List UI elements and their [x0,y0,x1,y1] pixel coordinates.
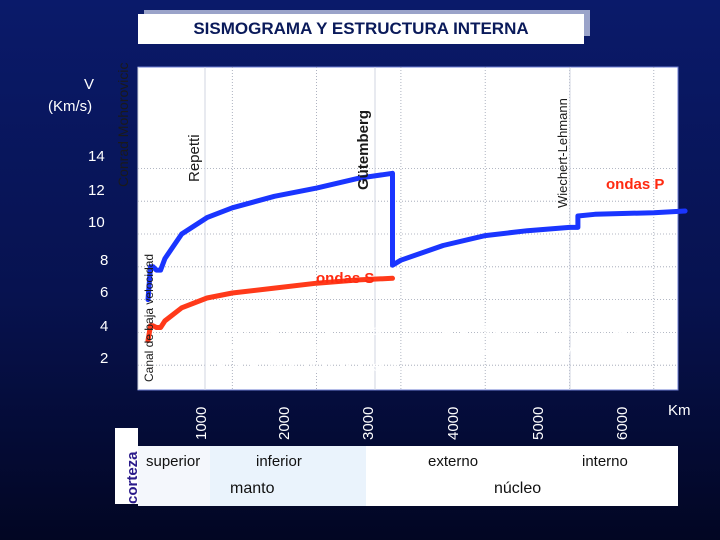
x-tick: 1000 [193,406,210,440]
mohorovicic-text: Conrad Mohorovicic [115,62,131,187]
nucleo-label: núcleo [494,480,542,497]
canal-label: Canal de baja velocidad [142,253,156,382]
note-part2: , que determinan la corteza, el manto y el núcleo, y 3 secundarias, que subdividen a su vez a éstas. [206,341,664,374]
x-axis-unit: Km [668,402,691,419]
page-title: SISMOGRAMA Y ESTRUCTURA INTERNA [193,19,529,38]
x-tick: 2000 [276,406,293,440]
mohorovicic-label [116,61,131,187]
title-box [138,14,584,44]
manto-label: manto [230,480,275,497]
note-bold: primarias [206,341,267,356]
discontinuities-note [206,322,674,376]
x-tick: 6000 [614,406,631,440]
y-axis-label-line2: (Km/s) [48,98,93,115]
note-part1: A los cambios de velocidad se le denominan “discontinuidades”, existiendo 2 [206,323,665,338]
y-tick: 8 [100,252,109,269]
gutemberg-label: Gütemberg [355,109,372,190]
x-tick: 3000 [360,406,377,440]
corteza-label: corteza [124,451,141,504]
y-tick: 12 [88,182,105,199]
y-tick: 14 [88,148,105,165]
repetti-label: Repetti [186,134,203,182]
nucleo-interno-label: interno [582,453,628,470]
manto-superior-label: superior [146,453,201,470]
y-tick: 2 [100,350,109,367]
y-axis-label-line1: V [84,76,95,93]
y-tick: 10 [88,214,105,231]
nucleo-externo-label: externo [428,453,479,470]
wiechert-label: Wiechert-Lehmann [555,98,570,208]
y-tick: 6 [100,284,109,301]
y-tick: 4 [100,318,109,335]
ondas-s-label: ondas S [316,270,375,287]
ondas-p-label: ondas P [606,176,665,193]
x-tick: 4000 [445,406,462,440]
x-tick: 5000 [530,406,547,440]
manto-inferior-label: inferior [256,453,302,470]
